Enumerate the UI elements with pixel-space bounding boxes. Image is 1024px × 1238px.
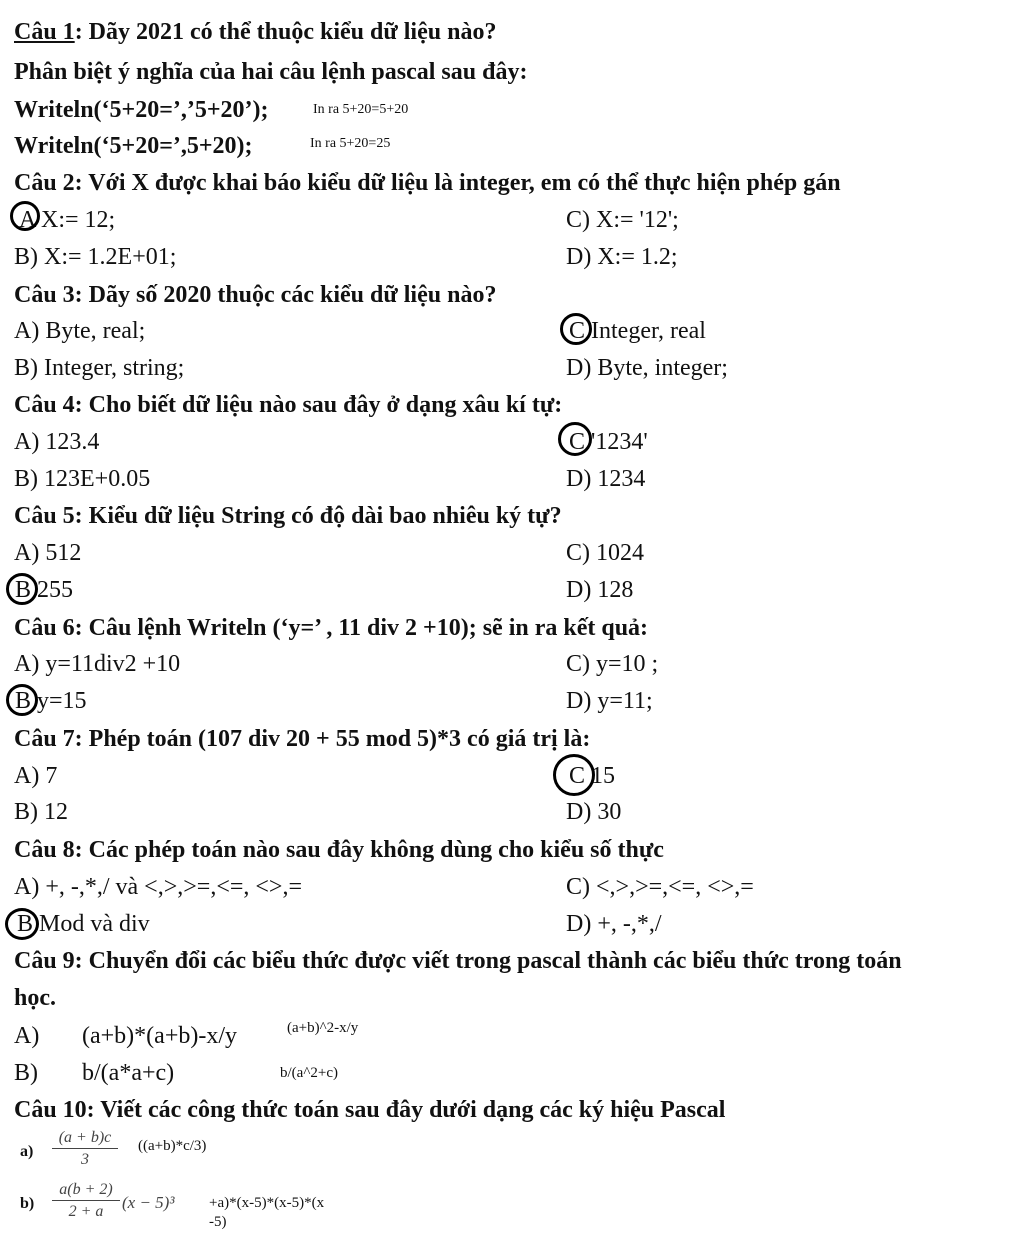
q4-option-d: D) 1234 xyxy=(566,466,646,492)
q10-b-numerator: a(b + 2) xyxy=(52,1181,120,1201)
q10-a-denominator: 3 xyxy=(81,1151,89,1168)
q1-ans2: In ra 5+20=25 xyxy=(310,136,391,151)
q5-option-c: C) 1024 xyxy=(566,540,644,566)
q4-title: Câu 4: Cho biết dữ liệu nào sau đây ở dạng xâu kí tự: xyxy=(14,392,563,418)
answer-circle xyxy=(6,573,38,605)
q9-a-answer: (a+b)^2-x/y xyxy=(287,1020,359,1036)
q4-option-c: C '1234' xyxy=(569,429,648,455)
q5-title: Câu 5: Kiểu dữ liệu String có độ dài bao nhiêu ký tự? xyxy=(14,503,562,529)
q2-option-a: A X:= 12; xyxy=(19,207,116,233)
q4-option-a: A) 123.4 xyxy=(14,429,100,455)
q10-b-denominator: 2 + a xyxy=(68,1203,104,1220)
q6-option-c: C) y=10 ; xyxy=(566,651,659,677)
q6-option-a: A) y=11div2 +10 xyxy=(14,651,181,677)
q8-option-b: B Mod và div xyxy=(17,911,150,937)
q6-option-d: D) y=11; xyxy=(566,688,653,714)
answer-circle xyxy=(558,422,592,456)
q2-option-c: C) X:= '12'; xyxy=(566,207,679,233)
q5-option-b: B 255 xyxy=(15,577,74,603)
q4-option-b: B) 123E+0.05 xyxy=(14,466,151,492)
q1-title xyxy=(14,20,496,44)
q7-option-d: D) 30 xyxy=(566,799,622,825)
q9-b-answer: b/(a^2+c) xyxy=(280,1065,338,1081)
q3-title: Câu 3: Dãy số 2020 thuộc các kiểu dữ liệu nào? xyxy=(14,282,497,308)
q9-title: Câu 9: Chuyển đổi các biểu thức được viết trong pascal thành các biểu thức trong toán xyxy=(14,948,902,974)
q6-title: Câu 6: Câu lệnh Writeln (‘y=’ , 11 div 2 +10); sẽ in ra kết quả: xyxy=(14,615,649,641)
q5-option-d: D) 128 xyxy=(566,577,634,603)
q7-option-c: C 15 xyxy=(569,763,616,789)
q3-option-b: B) Integer, string; xyxy=(14,355,185,381)
q2-option-d: D) X:= 1.2; xyxy=(566,244,678,270)
q10-a-fraction xyxy=(52,1129,118,1169)
q2-option-b: B) X:= 1.2E+01; xyxy=(14,244,177,270)
q10-title: Câu 10: Viết các công thức toán sau đây dưới dạng các ký hiệu Pascal xyxy=(14,1097,726,1123)
q8-option-a: A) +, -,*,/ và <,>,>=,<=, <>,= xyxy=(14,874,302,900)
q3-option-d: D) Byte, integer; xyxy=(566,355,728,381)
answer-circle xyxy=(560,313,592,345)
q9-b-expr: b/(a*a+c) xyxy=(82,1060,175,1086)
q9-a-label: A) xyxy=(14,1023,40,1049)
q10-b-answer-line1: +a)*(x-5)*(x-5)*(x xyxy=(209,1195,325,1211)
answer-circle xyxy=(10,201,40,231)
q7-title: Câu 7: Phép toán (107 div 20 + 55 mod 5)*3 có giá trị là: xyxy=(14,726,591,752)
q9-a-expr: (a+b)*(a+b)-x/y xyxy=(82,1023,238,1049)
q8-option-c: C) <,>,>=,<=, <>,= xyxy=(566,874,754,900)
q10-b-label: b) xyxy=(20,1195,35,1212)
q1-label: Câu 1 xyxy=(14,19,75,45)
q1-stmt1: Writeln(‘5+20=’,’5+20’); xyxy=(14,97,269,123)
q10-b-fraction xyxy=(52,1181,120,1221)
q8-option-d: D) +, -,*,/ xyxy=(566,911,662,937)
q10-b-tail: (x − 5)³ xyxy=(122,1193,175,1212)
q9-b-label: B) xyxy=(14,1060,38,1086)
answer-circle xyxy=(5,908,39,940)
q2-title: Câu 2: Với X được khai báo kiểu dữ liệu là integer, em có thể thực hiện phép gán xyxy=(14,170,841,196)
q8-title: Câu 8: Các phép toán nào sau đây không dùng cho kiểu số thực xyxy=(14,837,664,863)
answer-circle xyxy=(553,754,595,796)
q1-ans1: In ra 5+20=5+20 xyxy=(313,102,409,117)
q10-b-answer-line2: -5) xyxy=(209,1214,227,1230)
q1-question: : Dãy 2021 có thể thuộc kiểu dữ liệu nào? xyxy=(74,19,497,45)
q10-a-label: a) xyxy=(20,1143,34,1160)
q7-option-b: B) 12 xyxy=(14,799,68,825)
q1-line2: Phân biệt ý nghĩa của hai câu lệnh pascal sau đây: xyxy=(14,59,528,85)
q10-a-answer: ((a+b)*c/3) xyxy=(138,1138,207,1154)
q3-option-a: A) Byte, real; xyxy=(14,318,146,344)
q10-a-numerator: (a + b)c xyxy=(52,1129,118,1149)
q6-option-b: B y=15 xyxy=(15,688,87,714)
answer-circle xyxy=(6,684,38,716)
q9-title-cont: học. xyxy=(14,985,56,1011)
q3-option-c: C Integer, real xyxy=(569,318,706,344)
q5-option-a: A) 512 xyxy=(14,540,82,566)
q7-option-a: A) 7 xyxy=(14,763,58,789)
q1-stmt2: Writeln(‘5+20=’,5+20); xyxy=(14,133,253,159)
